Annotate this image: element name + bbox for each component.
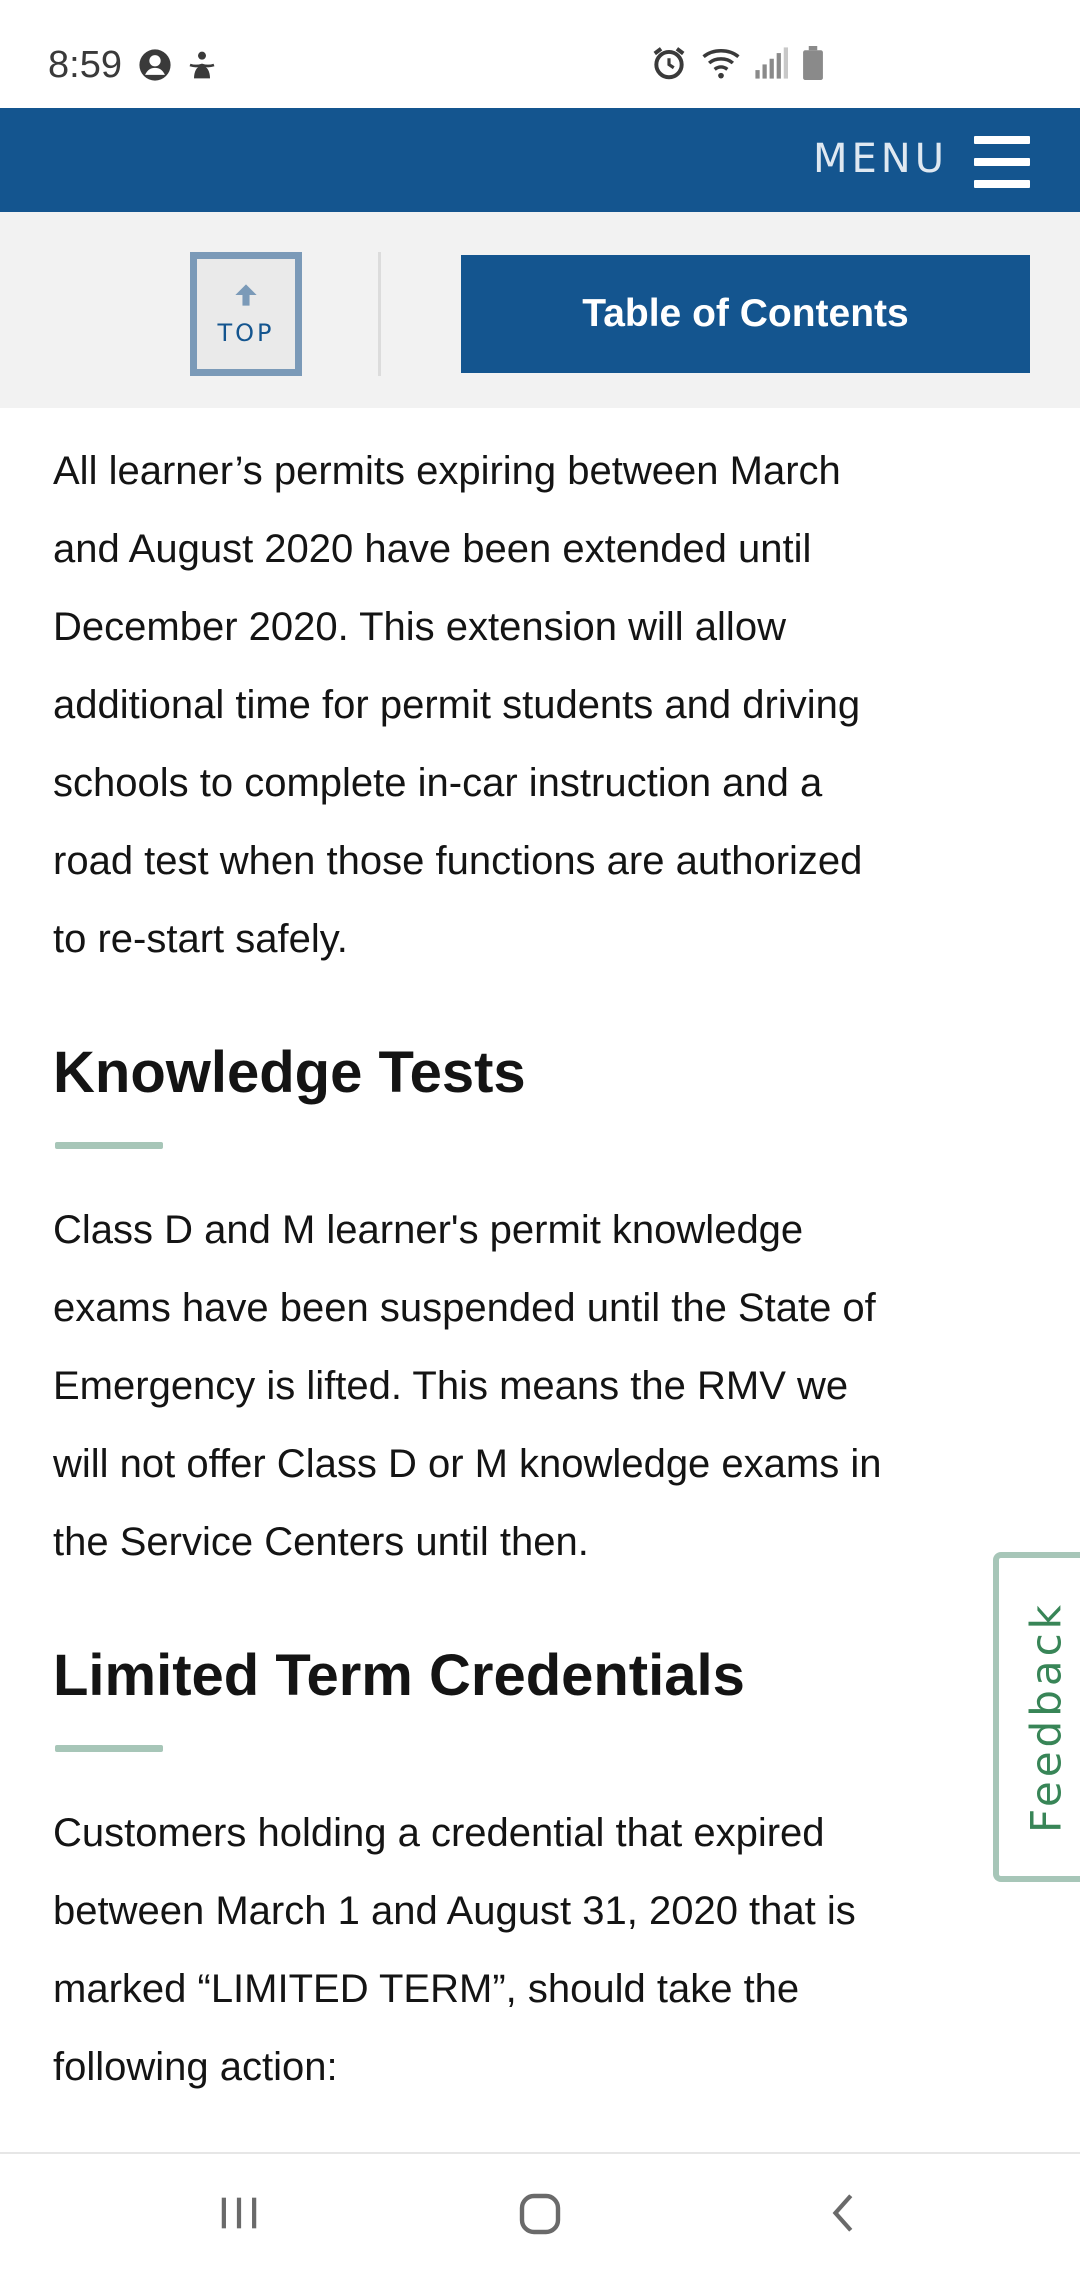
signal-icon [754, 47, 788, 79]
back-to-top-button[interactable] [190, 252, 302, 376]
paragraph-line: marked “LIMITED TERM”, should take the [53, 1967, 800, 2011]
site-header [0, 108, 1080, 212]
back-icon[interactable] [822, 2190, 868, 2236]
account-circle-icon [138, 48, 172, 82]
accessibility-icon [186, 48, 218, 82]
table-of-contents-button[interactable]: Table of Contents [461, 255, 1030, 373]
alarm-icon [650, 44, 688, 82]
arrow-up-icon [231, 282, 261, 313]
recent-apps-icon[interactable] [216, 2190, 262, 2236]
status-time: 8:59 [48, 44, 122, 86]
paragraph-line: additional time for permit students and driving [53, 683, 861, 727]
paragraph-line: will not offer Class D or M knowledge exams in [53, 1442, 882, 1486]
wifi-icon [702, 46, 740, 80]
menu-label[interactable]: MENU [813, 136, 948, 182]
limited-term-paragraph [53, 1794, 1013, 2106]
toolbar-divider [378, 252, 381, 376]
feedback-tab[interactable] [993, 1552, 1080, 1882]
main-content [53, 408, 1013, 2106]
knowledge-tests-heading: Knowledge Tests [53, 1040, 526, 1105]
paragraph-line: December 2020. This extension will allow [53, 605, 786, 649]
paragraph-line: Emergency is lifted. This means the RMV we [53, 1364, 849, 1408]
paragraph-line: following action: [53, 2045, 338, 2089]
paragraph-line: between March 1 and August 31, 2020 that is [53, 1889, 856, 1933]
knowledge-tests-paragraph [53, 1191, 1013, 1581]
paragraph-line: exams have been suspended until the State of [53, 1286, 876, 1330]
intro-paragraph [53, 432, 1013, 978]
heading-underline [55, 1745, 163, 1752]
paragraph-line: Class D and M learner's permit knowledge [53, 1208, 804, 1252]
limited-term-credentials-heading: Limited Term Credentials [53, 1643, 745, 1708]
hamburger-menu-icon[interactable] [974, 136, 1030, 188]
paragraph-line: to re-start safely. [53, 917, 348, 961]
system-nav-bar [0, 2152, 1080, 2280]
page-toolbar [0, 212, 1080, 408]
paragraph-line: the Service Centers until then. [53, 1520, 589, 1564]
paragraph-line: schools to complete in-car instruction and a [53, 761, 823, 805]
heading-underline [55, 1142, 163, 1149]
paragraph-line: and August 2020 have been extended until [53, 527, 812, 571]
paragraph-line: Customers holding a credential that expired [53, 1811, 825, 1855]
paragraph-line: road test when those functions are authorized [53, 839, 863, 883]
battery-icon [802, 46, 824, 80]
status-bar [0, 0, 1080, 108]
paragraph-line: All learner’s permits expiring between March [53, 449, 841, 493]
home-icon[interactable] [516, 2190, 564, 2238]
feedback-label: Feedback [1021, 1600, 1071, 1834]
back-to-top-label: TOP [217, 318, 275, 347]
